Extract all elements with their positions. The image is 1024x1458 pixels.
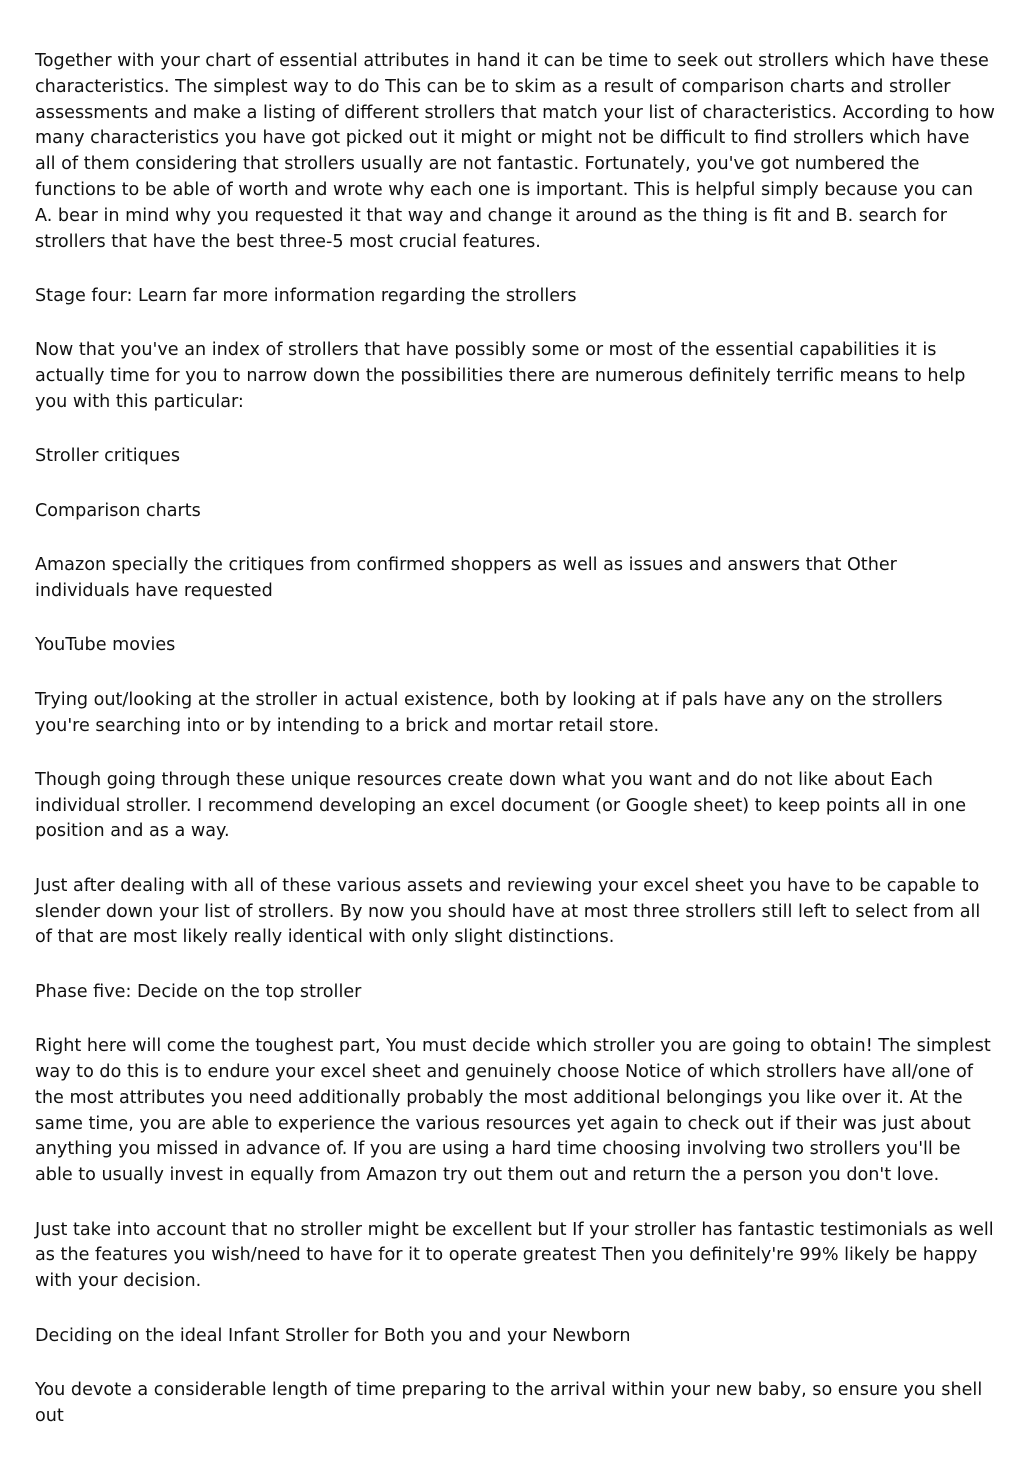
document-page [35,49,995,1458]
paragraph-chart-of-attributes: Together with your chart of essential attributes in hand it can be time to seek out strollers which have these characteristics. The simplest way to do This can be to skim as a result of comparison charts and stroller assessments and make a listing of different strollers that match your list of characteristics. According to how many characteristics you have got picked out it might or might not be difficult to find strollers which have all of them considering that strollers usually are not fantastic. Fortunately, you've got numbered the functions to be able of worth and wrote why each one is important. This is helpful simply because you can A. bear in mind why you requested it that way and change it around as the thing is fit and B. search for strollers that have the best three-5 most crucial features. [35,51,995,252]
list-item-trying-out: Trying out/looking at the stroller in actual existence, both by looking at if pals have any on the strollers you're searching into or by intending to a brick and mortar retail store. [35,689,943,736]
paragraph-resources: Though going through these unique resources create down what you want and do not like about Each individual stroller. I recommend developing an excel document (or Google sheet) to keep points all in one position and as a way. [35,769,967,842]
heading-phase-five: Phase five: Decide on the top stroller [35,981,362,1002]
list-item-comparison-charts: Comparison charts [35,500,201,521]
paragraph-no-stroller-excellent: Just take into account that no stroller might be excellent but If your stroller has fantastic testimonials as well as the features you wish/need to have for it to operate greatest Then you definitely're 99% likely be happy with your decision. [35,1219,994,1292]
list-item-stroller-critiques: Stroller critiques [35,446,180,467]
list-item-youtube: YouTube movies [35,635,176,656]
paragraph-narrow-down: Just after dealing with all of these various assets and reviewing your excel sheet you have to be capable to slender down your list of strollers. By now you should have at most three strollers still left to select from all of that are most likely really identical with only slight distinctions. [35,875,981,948]
heading-ideal-infant-stroller: Deciding on the ideal Infant Stroller for Both you and your Newborn [35,1325,631,1346]
list-item-amazon: Amazon specially the critiques from confirmed shoppers as well as issues and answers that Other individuals have requested [35,555,897,601]
heading-stage-four: Stage four: Learn far more information regarding the strollers [35,285,577,306]
paragraph-toughest-part: Right here will come the toughest part, You must decide which stroller you are going to obtain! The simplest way to do this is to endure your excel sheet and genuinely choose Notice of which strollers have all/one of the most attributes you need additionally probably the most additional belongings you like over it. At the same time, you are able to experience the various resources yet again to check out if their was just about anything you missed in advance of. If you are using a hard time choosing involving two strollers you'll be able to usually invest in equally from Amazon try out them out and return the a person you don't love. [35,1036,991,1186]
paragraph-devote-time: You devote a considerable length of time preparing to the arrival within your new baby, so ensure you shell out [35,1380,983,1426]
paragraph-index-of-strollers: Now that you've an index of strollers that have possibly some or most of the essential capabilities it is actually time for you to narrow down the possibilities there are numerous definitely terrific means to help you with this particular: [35,340,966,412]
